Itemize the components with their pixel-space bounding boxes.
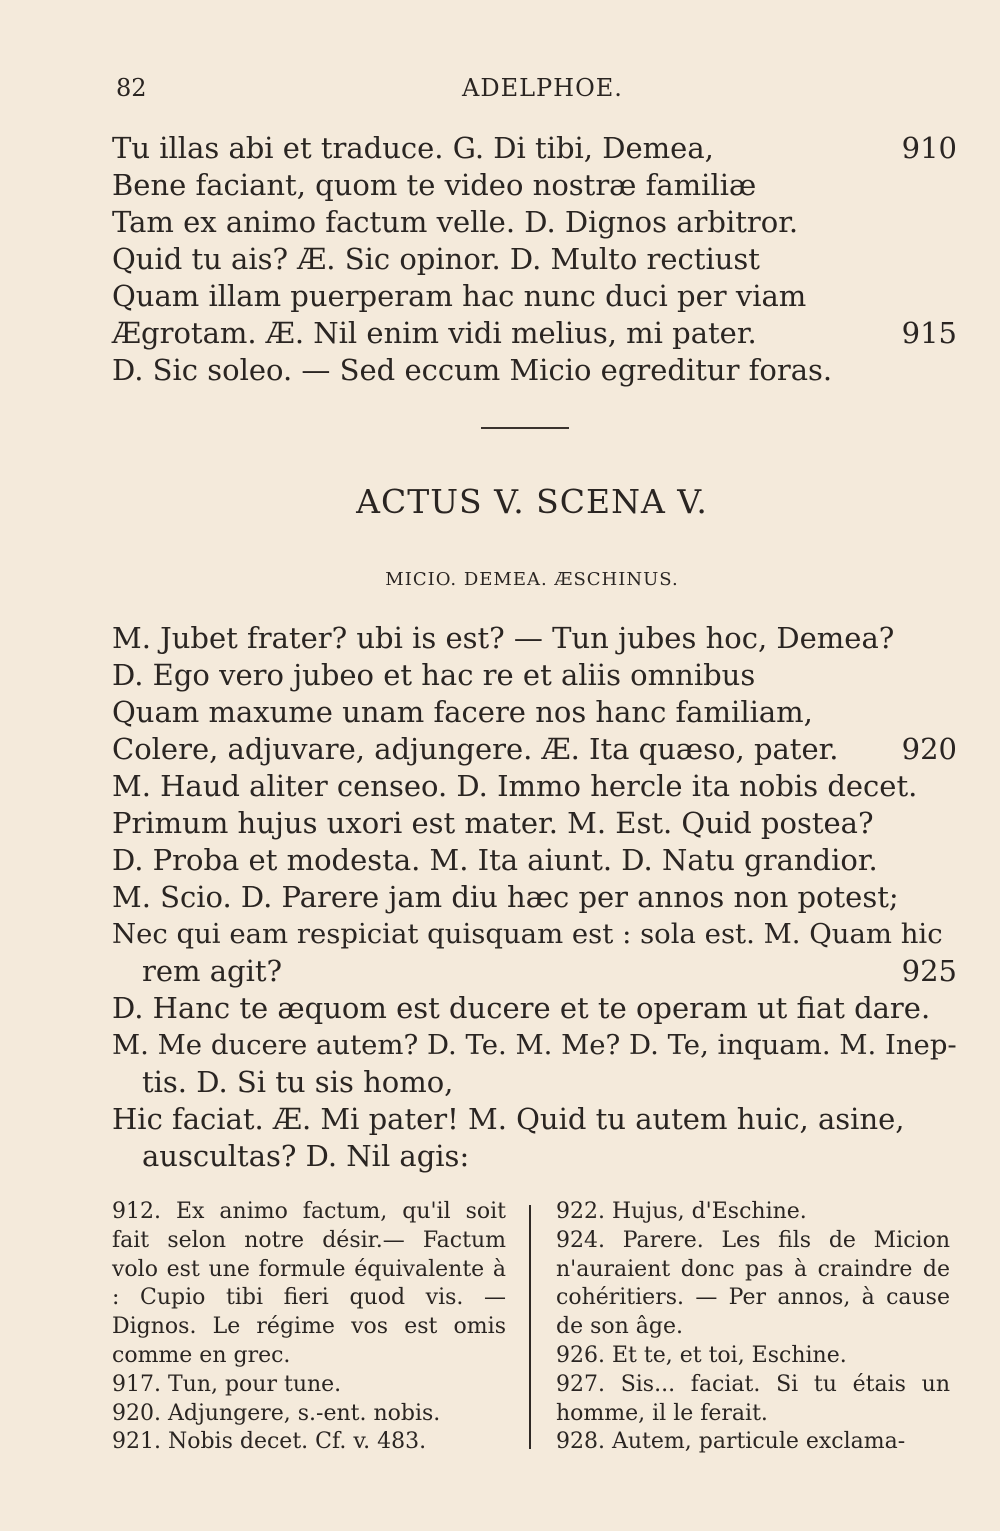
- verse-line: [112, 1064, 957, 1101]
- verse-text: D. Proba et modesta. M. Ita aiunt. D. Natu grandior.: [112, 843, 878, 877]
- verse-line: [112, 842, 957, 879]
- verse-text: M. Scio. D. Parere jam diu hæc per annos non potest;: [112, 880, 899, 914]
- running-title: ADELPHOE.: [462, 74, 623, 102]
- verse-text: Ægrotam. Æ. Nil enim vidi melius, mi pater.: [112, 316, 757, 350]
- line-number: 910: [901, 131, 957, 165]
- verse-text: Tam ex animo factum velle. D. Dignos arbitror.: [112, 205, 799, 239]
- verse-text: Nec qui eam respiciat quisquam est : sola est. M. Quam hic: [112, 918, 943, 950]
- verse-text: rem agit?: [142, 954, 283, 988]
- verse-text: D. Ego vero jubeo et hac re et aliis omnibus: [112, 658, 756, 692]
- footnote: 922. Hujus, d'Eschine.: [556, 1199, 807, 1224]
- verse-text: M. Jubet frater? ubi is est? — Tun jubes hoc, Demea?: [112, 621, 895, 655]
- verse-line: [112, 768, 957, 805]
- section-rule: [481, 427, 569, 429]
- verse-text: Primum hujus uxori est mater. M. Est. Quid postea?: [112, 806, 874, 840]
- verse-line: [112, 990, 957, 1027]
- footnote: 917. Tun, pour tune.: [112, 1371, 342, 1397]
- verse-line: [112, 879, 957, 916]
- verse-line: [112, 1138, 957, 1175]
- verse-text: D. Hanc te æquom est ducere et te operam ut fiat dare.: [112, 991, 931, 1025]
- verse-text: Tu illas abi et traduce. G. Di tibi, Demea,: [112, 131, 714, 165]
- verse-text: M. Haud aliter censeo. D. Immo hercle ita nobis decet.: [112, 769, 918, 803]
- verse-line: [112, 620, 957, 657]
- footnote: 924. Parere. Les fils de Micion n'auraient donc pas à craindre de cohéritiers. — Per annos, à cause de son âge.: [556, 1227, 950, 1340]
- scene-title: ACTUS V. SCENA V.: [356, 482, 708, 521]
- verse-text: auscultas? D. Nil agis:: [142, 1139, 470, 1173]
- verse-line: [112, 204, 957, 241]
- line-number: 915: [901, 316, 957, 350]
- footnote: 928. Autem, particule exclama-: [556, 1429, 906, 1455]
- verse-line: [112, 241, 957, 278]
- verse-line: [112, 657, 957, 694]
- verse-line: [112, 167, 957, 204]
- verse-line: [112, 805, 957, 842]
- verse-text: M. Me ducere autem? D. Te. M. Me? D. Te, inquam. M. Inep-: [112, 1029, 957, 1061]
- line-number: 925: [901, 954, 957, 988]
- verse-text: Quam illam puerperam hac nunc duci per viam: [112, 279, 807, 313]
- scene-personae: MICIO. DEMEA. ÆSCHINUS.: [385, 569, 679, 590]
- verse-line: [112, 953, 957, 990]
- footnote: 926. Et te, et toi, Eschine.: [556, 1342, 847, 1368]
- verse-text: D. Sic soleo. — Sed eccum Micio egreditur foras.: [112, 353, 833, 387]
- verse-line: [112, 1101, 957, 1138]
- footnotes-left: [112, 1198, 506, 1457]
- footnote: 927. Sis... faciat. Si tu étais un homme, il le ferait.: [556, 1371, 950, 1426]
- verse-text: Hic faciat. Æ. Mi pater! M. Quid tu autem huic, asine,: [112, 1102, 905, 1136]
- footnote: 921. Nobis decet. Cf. v. 483.: [112, 1429, 427, 1455]
- footnote: 920. Adjungere, s.-ent. nobis.: [112, 1400, 441, 1426]
- verse-text: Colere, adjuvare, adjungere. Æ. Ita quæso, pater.: [112, 732, 839, 766]
- running-header: [112, 74, 952, 108]
- verse-text: tis. D. Si tu sis homo,: [142, 1065, 454, 1099]
- verse-line: [112, 315, 957, 352]
- verse-line: [112, 731, 957, 768]
- verse-line: [112, 694, 957, 731]
- line-number: 920: [901, 732, 957, 766]
- verse-line: [112, 130, 957, 167]
- footnote: 912. Ex animo factum, qu'il soit fait selon notre désir.— Factum volo est une formule équivalente à : Cupio tibi fieri quod vis. — Dignos. Le régime vos est omis comme en grec.: [112, 1199, 506, 1368]
- page-number: 82: [116, 74, 147, 102]
- verse-text: Quam maxume unam facere nos hanc familiam,: [112, 695, 813, 729]
- verse-line: [112, 352, 957, 389]
- footnotes-right: [556, 1198, 950, 1457]
- verse-line: [112, 916, 957, 953]
- verse-line: [112, 1027, 957, 1064]
- column-divider: [529, 1205, 531, 1449]
- verse-text: Bene faciant, quom te video nostræ familiæ: [112, 168, 757, 202]
- verse-text: Quid tu ais? Æ. Sic opinor. D. Multo rectiust: [112, 242, 760, 276]
- verse-line: [112, 278, 957, 315]
